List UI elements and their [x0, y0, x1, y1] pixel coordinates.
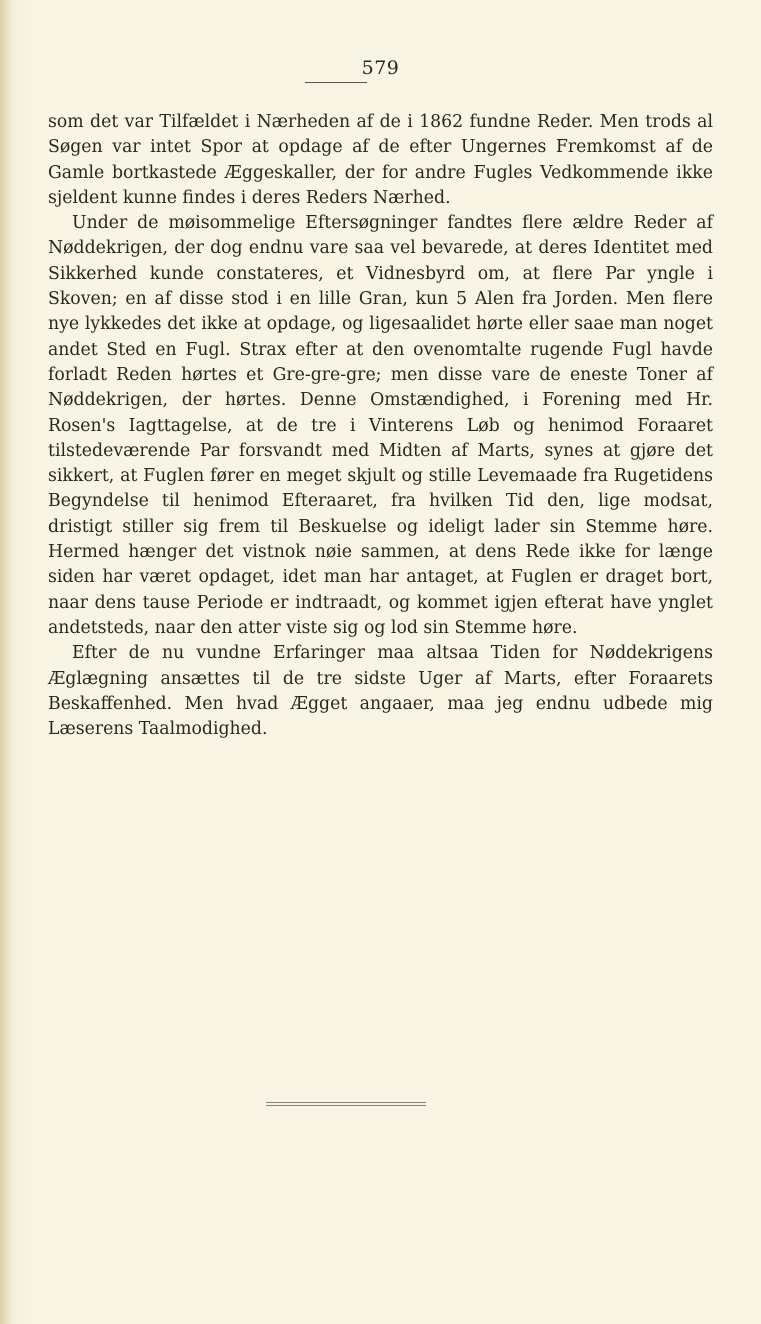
paragraph-2: Under de møisommelige Eftersøgninger fandtes flere ældre Reder af Nøddekrigen, der dog endnu vare saa vel bevarede, at deres Identitet med Sikkerhed kunde constateres, et Vidnesbyrd om, at flere Par yngle i Skoven; en af disse stod i en lille Gran, kun 5 Alen fra Jorden. Men flere nye lykkedes det ikke at opdage, og ligesaalidet hørte eller saae man noget andet Sted en Fugl. Strax efter at den ovenomtalte rugende Fugl havde forladt Reden hørtes et Gre-gre-gre; men disse vare de eneste Toner af Nøddekrigen, der hørtes. Denne Omstændighed, i Forening med Hr. Rosen's Iagttagelse, at de tre i Vinterens Løb og henimod Foraaret tilstedeværende Par forsvandt med Midten af Marts, synes at gjøre det sikkert, at Fuglen fører en meget skjult og stille Levemaade fra Rugetidens Begyndelse til henimod Efteraaret, fra hvilken Tid den, lige modsat, dristigt stiller sig frem til Beskuelse og ideligt lader sin Stemme høre. Hermed hænger det vistnok nøie sammen, at dens Rede ikke for længe siden har været opdaget, idet man har antaget, at Fuglen er draget bort, naar dens tause Periode er indtraadt, og kommet igjen efterat have ynglet andetsteds, naar den atter viste sig og lod sin Stemme høre.: [48, 213, 713, 638]
paragraph-1: som det var Tilfældet i Nærheden af de i 1862 fundne Reder. Men trods al Søgen var intet Spor at opdage af de efter Ungernes Fremkomst af de Gamle bortkastede Æggeskaller, der for andre Fugles Vedkommende ikke sjeldent kunne findes i deres Reders Nærhed.: [48, 112, 713, 208]
text-body: [48, 110, 713, 742]
binding-edge: [0, 0, 10, 1324]
end-divider-line: [266, 1102, 426, 1103]
paragraph-3: Efter de nu vundne Erfaringer maa altsaa Tiden for Nøddekrigens Æglægning ansættes til de tre sidste Uger af Marts, efter Foraarets Beskaffenhed. Men hvad Ægget angaaer, maa jeg endnu udbede mig Læserens Taalmodighed.: [48, 643, 713, 740]
page-number-underline: [305, 82, 367, 83]
end-divider-line: [266, 1105, 426, 1106]
page-number: 579: [361, 57, 400, 79]
